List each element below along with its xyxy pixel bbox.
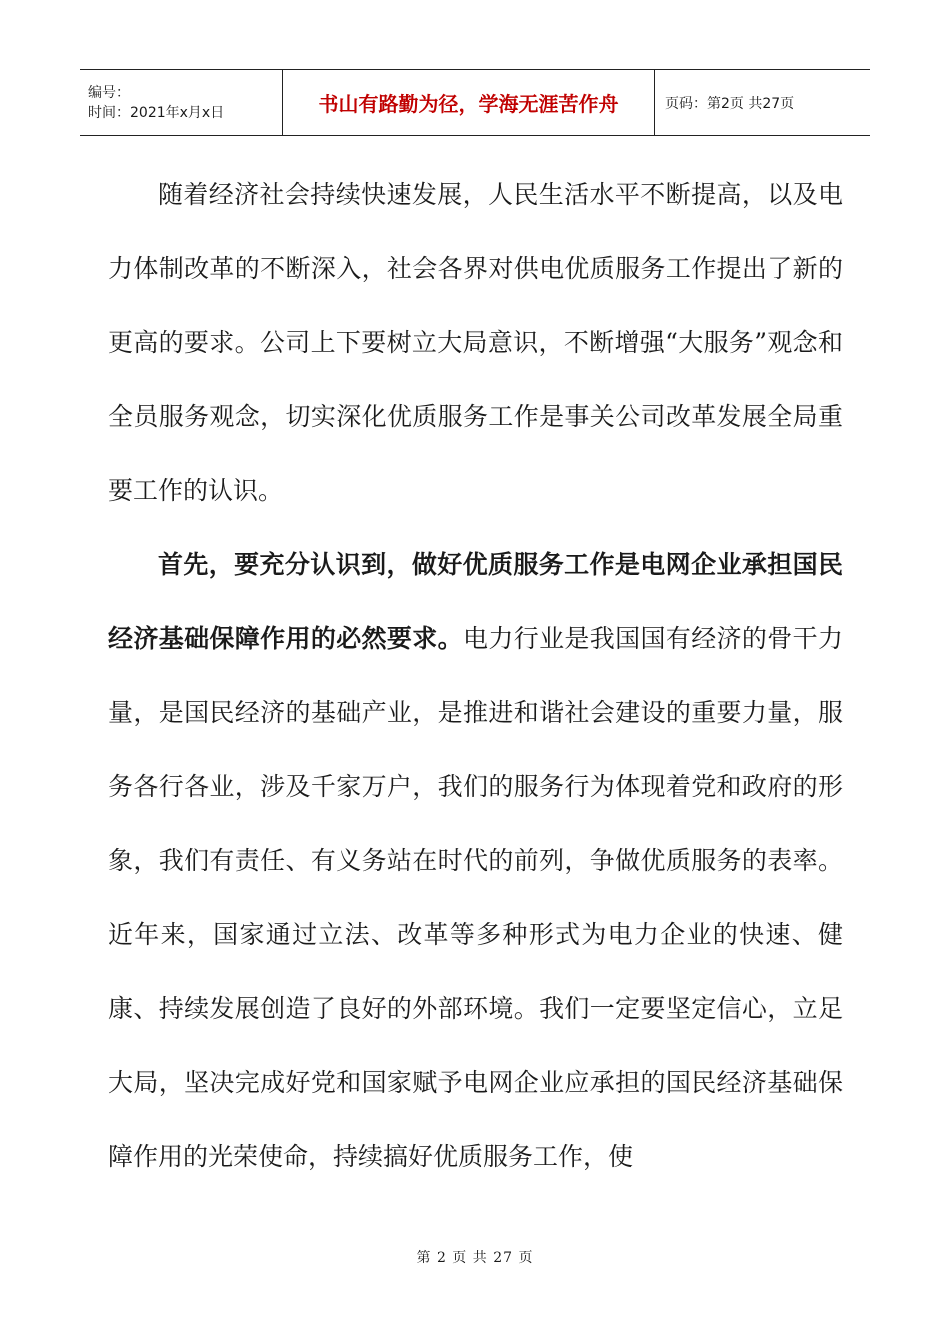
document-body [108,158,843,1194]
header-motto: 书山有路勤为径，学海无涯苦作舟 [283,70,655,135]
paragraph-2 [108,528,843,1194]
paragraph-1: 随着经济社会持续快速发展，人民生活水平不断提高，以及电力体制改革的不断深入，社会各界对供电优质服务工作提出了新的更高的要求。公司上下要树立大局意识，不断增强“大服务”观念和全员服务观念，切实深化优质服务工作是事关公司改革发展全局重要工作的认识。 [108,180,843,505]
date-label: 时间：2021年x月x日 [88,104,225,121]
header-meta [80,70,283,135]
paragraph-2-lead: 首先，要充分认识到，做好优质服务工作是电网企业承担国民经济基础保障作用的必然要求。 [108,550,843,653]
page-footer: 第 2 页 共 27 页 [416,1250,534,1266]
page-header [80,69,870,136]
header-page-info: 页码：第2页 共27页 [665,95,795,112]
paragraph-2-text: 电力行业是我国国有经济的骨干力量，是国民经济的基础产业，是推进和谐社会建设的重要力量，服务各行各业，涉及千家万户，我们的服务行为体现着党和政府的形象，我们有责任、有义务站在时代的前列，争做优质服务的表率。近年来，国家通过立法、改革等多种形式为电力企业的快速、健康、持续发展创造了良好的外部环境。我们一定要坚定信心，立足大局，坚决完成好党和国家赋予电网企业应承担的国民经济基础保障作用的光荣使命，持续搞好优质服务工作，使 [108,624,843,1171]
number-label: 编号： [88,84,130,101]
